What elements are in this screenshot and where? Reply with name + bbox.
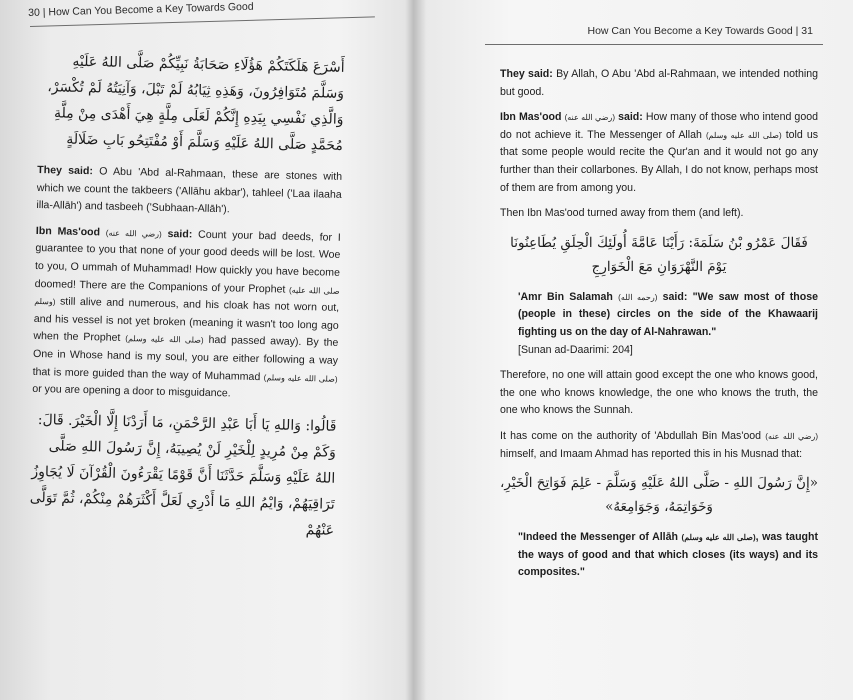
honorific: (صلى الله عليه وسلم) bbox=[705, 130, 782, 140]
left-page bbox=[0, 0, 405, 700]
right-header-rule bbox=[485, 44, 823, 45]
paragraph-amr-bin-salamah bbox=[500, 289, 818, 359]
honorific: (صلى الله عليه وسلم) bbox=[125, 334, 204, 346]
paragraph-text: had passed away). By the One in Whose hand is my soul, you are either following a way that is more guided than the way of Muhammad bbox=[32, 334, 339, 383]
honorific: (صلى الله عليه وسلم) bbox=[681, 533, 756, 543]
quote-text: said: "We saw most of those (people in these) circles on the side of the Khawaarij fighting us on the day of Al-Nahrawan." bbox=[518, 290, 818, 338]
speaker-name: Ibn Mas'ood bbox=[500, 111, 562, 124]
paragraph-they-said bbox=[36, 162, 342, 222]
paragraph-text: How many of those who intend good do not achieve it. The Messenger of Allah bbox=[500, 111, 818, 141]
speaker-name: Ibn Mas'ood bbox=[35, 224, 101, 239]
honorific: (رحمه الله) bbox=[618, 292, 658, 302]
left-page-body bbox=[29, 48, 345, 554]
paragraph-text: By Allah, O Abu 'Abd al-Rahmaan, we intended nothing but good. bbox=[500, 68, 818, 98]
paragraph-text: told us that some people would recite the Qur'an and it would not go any further than their collarbones. By Allah, I do not know, perhaps most of them are from among you. bbox=[500, 128, 819, 194]
arabic-text-musnad: «إِنَّ رَسُولَ اللهِ - صَلَّى اللهُ عَلَيْهِ وَسَلَّمَ - عَلِمَ فَوَاتِحَ الْخَيْرِ، وَخَوَاتِمَهُ، وَجَوَامِعَهُ» bbox=[500, 475, 818, 516]
honorific: (صلى الله عليه وسلم) bbox=[34, 285, 340, 307]
paragraph-text: Count your bad deeds, for I guarantee to you that none of your good deeds will be lost. Woe to you, O ummah of Muhammad! How quickly you have become doomed! There are the Companions of your Prophet bbox=[34, 228, 341, 296]
honorific: (رضي الله عنه) bbox=[564, 113, 616, 123]
paragraph-text: O Abu 'Abd al-Rahmaan, these are stones with which we count the takbeers ('Allāhu akbar'), tahleel ('Laa ilaaha illa-Allāh') and tasbeeh ('Subhaan-Allāh'). bbox=[36, 165, 343, 216]
honorific: (صلى الله عليه وسلم) bbox=[263, 372, 338, 384]
honorific: (رضي الله عنه) bbox=[105, 228, 162, 239]
quote-text: , was taught the ways of good and that which closes (its ways) and its composites." bbox=[518, 531, 819, 579]
paragraph-ibn-masood bbox=[32, 223, 341, 406]
right-page bbox=[415, 0, 853, 700]
paragraph-ibn-masood bbox=[500, 109, 818, 197]
paragraph-they-said bbox=[500, 66, 818, 101]
paragraph-indeed-messenger bbox=[500, 529, 818, 582]
left-header-rule bbox=[30, 16, 375, 27]
paragraph-text: himself, and Imaam Ahmad has reported this in his Musnad that: bbox=[500, 447, 803, 460]
arabic-text-top: أَسْرَعَ هَلَكَتَكُمْ هَؤُلَاءِ صَحَابَةُ نَبِيِّكُمْ صَلَّى اللهُ عَلَيْهِ وَسَلَّمَ مُتَوَافِرُونَ، وَهَذِهِ ثِيَابُهُ لَمْ تَبْلَ، وَآنِيَتُهُ لَمْ تُكْسَرْ، وَالَّذِي نَفْسِي بِيَدِهِ إِنَّكُمْ لَعَلَى مِلَّةٍ هِيَ أَهْدَى مِنْ مِلَّةِ مُحَمَّدٍ صَلَّى اللهُ عَلَيْهِ وَسَلَّمَ أَوْ مُفْتَتِحُو بَابِ ضَلَالَةٍ bbox=[47, 53, 345, 154]
speaker-label: They said: bbox=[500, 68, 553, 80]
right-page-body bbox=[500, 66, 818, 590]
left-page-header: 30 | How Can You Become a Key Towards Good bbox=[28, 0, 254, 19]
paragraph-text: It has come on the authority of 'Abdullah Bin Mas'ood bbox=[500, 429, 766, 442]
paragraph-authority bbox=[500, 428, 818, 463]
paragraph-text: still alive and numerous, and his cloak has not worn out, and his vessel is not yet broken (meaning it wasn't too long ago when the Prophet bbox=[33, 295, 340, 345]
speaker-name: 'Amr Bin Salamah bbox=[518, 290, 613, 303]
paragraph-therefore: Therefore, no one will attain good except the one who knows good, the one who knows knowledge, the one who knows the truth, the one who knows the Sunnah. bbox=[500, 369, 818, 417]
reference-citation: [Sunan ad-Daarimi: 204] bbox=[518, 343, 633, 356]
honorific: (رضي الله عنه) bbox=[765, 431, 819, 441]
right-page-header: How Can You Become a Key Towards Good | 31 bbox=[587, 25, 813, 37]
paragraph-turned-away: Then Ibn Mas'ood turned away from them (and left). bbox=[500, 207, 744, 220]
paragraph-text: or you are opening a door to misguidance. bbox=[32, 383, 231, 400]
said-label: said: bbox=[615, 111, 643, 124]
said-label: said: bbox=[161, 227, 193, 241]
arabic-text-bottom: قَالُوا: وَاللهِ يَا أَبَا عَبْدِ الرَّحْمَنِ، مَا أَرَدْنَا إِلَّا الْخَيْرَ. قَالَ: وَكَمْ مِنْ مُرِيدٍ لِلْخَيْرِ لَنْ يُصِيبَهُ، إِنَّ رَسُولَ اللهِ صَلَّى اللهُ عَلَيْهِ وَسَلَّمَ حَدَّثَنَا أَنَّ قَوْمًا يَقْرَءُونَ الْقُرْآنَ لَا يُجَاوِزُ تَرَاقِيَهُمْ، وَايْمُ اللهِ مَا أَدْرِي لَعَلَّ أَكْثَرَهُمْ مِنْكُمْ، ثُمَّ تَوَلَّى عَنْهُمْ bbox=[29, 411, 337, 539]
quote-text: "Indeed the Messenger of Allāh bbox=[518, 531, 682, 544]
speaker-label: They said: bbox=[37, 163, 94, 178]
arabic-text-amr: فَقَالَ عَمْرُو بْنُ سَلَمَةَ: رَأَيْنَا عَامَّةَ أُولَئِكَ الْحِلَقِ يُطَاعِنُونَا يَوْمَ النَّهْرَوَانِ مَعَ الْخَوَارِجِ bbox=[510, 234, 808, 275]
